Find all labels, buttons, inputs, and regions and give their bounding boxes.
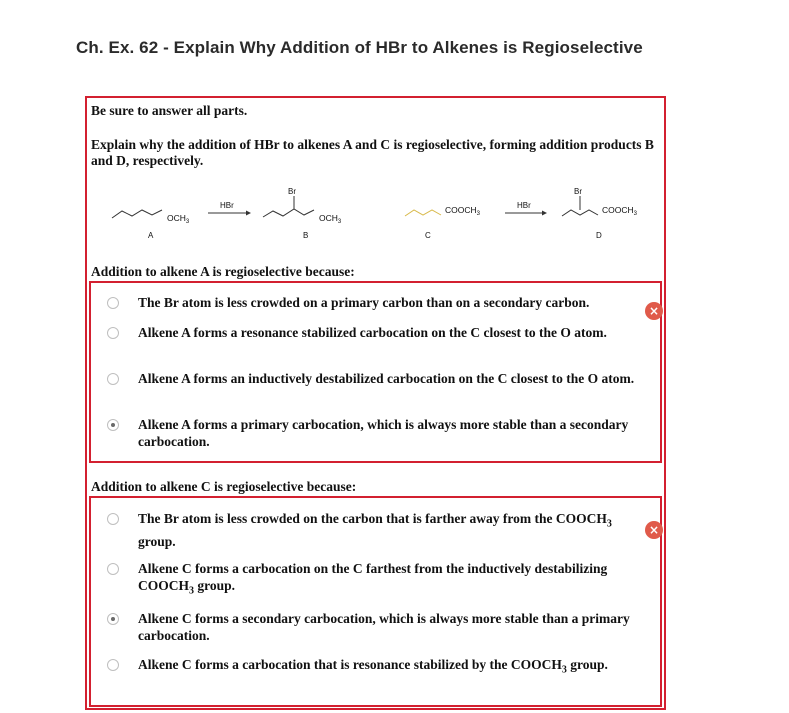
structure-b-chain bbox=[263, 209, 314, 217]
cooch3-d-label: $COOCH_3$ bbox=[602, 205, 637, 217]
q1-option-4-radio[interactable] bbox=[107, 419, 119, 431]
label-a: A bbox=[148, 231, 154, 240]
instructions-line2: Explain why the addition of HBr to alkenes A and C is regioselective, forming addition products B and D, respectively. bbox=[91, 137, 654, 168]
och3-b-label: $OCH_3$ bbox=[319, 213, 342, 225]
label-c: C bbox=[425, 231, 431, 240]
q1-option-4-text[interactable]: Alkene A forms a primary carbocation, which is always more stable than a secondary carbocation. bbox=[138, 417, 629, 449]
structure-c-chain bbox=[405, 210, 441, 216]
q1-option-1-radio[interactable] bbox=[107, 297, 119, 309]
reaction-arrow-1-head bbox=[246, 211, 251, 216]
q2-option-4-radio[interactable] bbox=[107, 659, 119, 671]
question1-label: Addition to alkene A is regioselective because: bbox=[91, 264, 355, 279]
br1-label: Br bbox=[288, 187, 296, 196]
och3-a-label: $OCH_3$ bbox=[167, 213, 190, 225]
reagent2-label: HBr bbox=[517, 201, 531, 210]
q1-option-3-radio[interactable] bbox=[107, 373, 119, 385]
q2-option-4-text[interactable]: Alkene C forms a carbocation that is resonance stabilized by the $COOCH_3$ group. bbox=[138, 657, 608, 676]
cooch3-c-label: $COOCH_3$ bbox=[445, 205, 480, 217]
q2-option-1-radio[interactable] bbox=[107, 513, 119, 525]
q2-option-2-radio[interactable] bbox=[107, 563, 119, 575]
q1-option-2-radio[interactable] bbox=[107, 327, 119, 339]
structure-a-chain bbox=[112, 210, 162, 218]
reaction-arrow-2-head bbox=[542, 211, 547, 216]
page-title: Ch. Ex. 62 - Explain Why Addition of HBr to Alkenes is Regioselective bbox=[76, 38, 643, 57]
br2-label: Br bbox=[574, 187, 582, 196]
q2-option-1-text[interactable]: The Br atom is less crowded on the carbon that is farther away from the $COOCH_3$ group. bbox=[138, 511, 612, 549]
reagent1-label: HBr bbox=[220, 201, 234, 210]
q1-option-3-text[interactable]: Alkene A forms an inductively destabilized carbocation on the C closest to the O atom. bbox=[138, 371, 635, 386]
label-d: D bbox=[596, 231, 602, 240]
q2-option-2-text[interactable]: Alkene C forms a carbocation on the C farthest from the inductively destabilizing $COOCH_3$ group. bbox=[138, 561, 608, 597]
q1-option-1-text[interactable]: The Br atom is less crowded on a primary carbon than on a secondary carbon. bbox=[138, 295, 590, 310]
q2-option-3-radio[interactable] bbox=[107, 613, 119, 625]
q2-option-3-text[interactable]: Alkene C forms a secondary carbocation, which is always more stable than a primary carbocation. bbox=[138, 611, 630, 643]
label-b: B bbox=[303, 231, 309, 240]
incorrect-icon: × bbox=[645, 521, 663, 539]
reaction-scheme bbox=[100, 183, 660, 243]
structure-d-chain bbox=[562, 210, 598, 216]
instructions-line1: Be sure to answer all parts. bbox=[91, 103, 248, 118]
question2-label: Addition to alkene C is regioselective because: bbox=[91, 479, 357, 494]
q1-option-2-text[interactable]: Alkene A forms a resonance stabilized carbocation on the C closest to the O atom. bbox=[138, 325, 607, 340]
incorrect-icon: × bbox=[645, 302, 663, 320]
